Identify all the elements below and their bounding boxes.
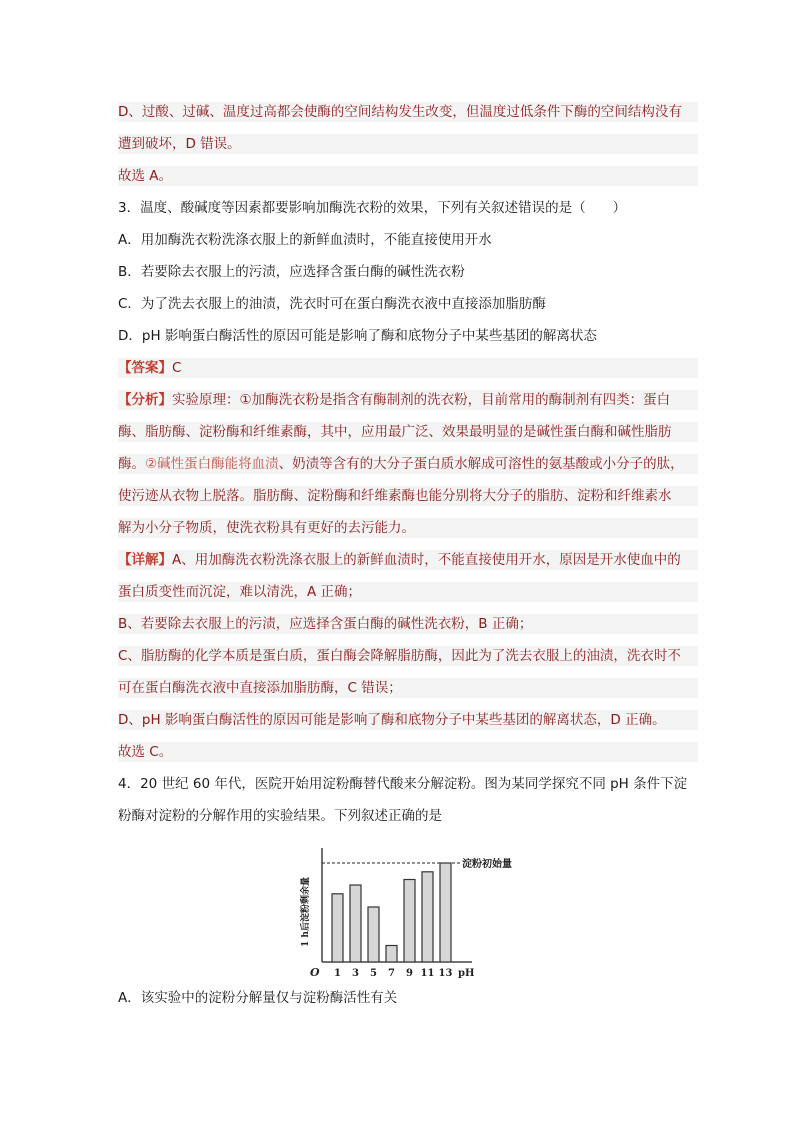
bar-chart-svg <box>290 840 512 980</box>
tick-label-3: 3 <box>352 968 359 979</box>
tick-label-7: 7 <box>388 968 395 979</box>
detail-line <box>118 550 698 570</box>
reference-label: 淀粉初始量 <box>462 859 512 870</box>
analysis-line: 解为小分子物质，使洗衣粉具有更好的去污能力。 <box>118 518 698 538</box>
tick-label-5: 5 <box>370 968 377 979</box>
text-line: D、过酸、过碱、温度过高都会使酶的空间结构发生改变，但温度过低条件下酶的空间结构没有 <box>118 102 698 122</box>
question-3-stem: 3．温度、酸碱度等因素都要影响加酶洗衣粉的效果，下列有关叙述错误的是（ ） <box>118 200 627 216</box>
bar-ph-3 <box>350 885 361 962</box>
bar-ph-9 <box>404 880 415 963</box>
detail-line: 蛋白质变性而沉淀，难以清洗，A 正确； <box>118 582 698 602</box>
analysis-line: 酶、脂肪酶、淀粉酶和纤维素酶，其中，应用最广泛、效果最明显的是碱性蛋白酶和碱性脂肪 <box>118 422 698 442</box>
tick-label-11: 11 <box>420 968 435 979</box>
bar-ph-11 <box>422 872 433 962</box>
option-b: B．若要除去衣服上的污渍，应选择含蛋白酶的碱性洗衣粉 <box>118 264 465 280</box>
analysis-tag: 【分析】 <box>118 392 172 408</box>
bar-ph-5 <box>368 907 379 962</box>
text-line: 遭到破坏，D 错误。 <box>118 134 698 154</box>
detail-line: 可在蛋白酶洗衣液中直接添加脂肪酶，C 错误； <box>118 678 698 698</box>
analysis-line <box>118 390 698 410</box>
tick-labels-group <box>334 968 452 979</box>
bars-group <box>332 863 451 962</box>
text-line: 故选 A。 <box>118 166 698 186</box>
answer-tag: 【答案】 <box>118 360 172 376</box>
analysis-line: 使污迹从衣物上脱落。脂肪酶、淀粉酶和纤维素酶也能分别将大分子的脂肪、淀粉和纤维素水 <box>118 486 698 506</box>
bar-ph-7 <box>386 946 397 963</box>
origin-label: O <box>310 966 320 979</box>
option-c: C．为了洗去衣服上的油渍，洗衣时可在蛋白酶洗衣液中直接添加脂肪酶 <box>118 296 546 312</box>
detail-line: B、若要除去衣服上的污渍，应选择含蛋白酶的碱性洗衣粉，B 正确； <box>118 614 698 634</box>
analysis-highlight: ②碱性蛋白酶能将血渍 <box>145 456 279 472</box>
detail-text: A、用加酶洗衣粉洗涤衣服上的新鲜血渍时，不能直接使用开水，原因是开水使血中的 <box>172 552 681 568</box>
analysis-text: 实验原理：①加酶洗衣粉是指含有酶制剂的洗衣粉，目前常用的酶制剂有四类：蛋白 <box>172 392 671 408</box>
detail-tag: 【详解】 <box>118 552 172 568</box>
tick-label-13: 13 <box>438 968 453 979</box>
analysis-line <box>118 454 698 474</box>
analysis-text: 酶。 <box>118 456 145 472</box>
tick-label-9: 9 <box>406 968 413 979</box>
bar-chart <box>290 840 512 980</box>
tick-label-1: 1 <box>334 968 341 979</box>
x-axis-label: pH <box>458 968 475 979</box>
detail-line: 故选 C。 <box>118 742 698 762</box>
answer-value: C <box>172 360 182 376</box>
option-a: A．用加酶洗衣粉洗涤衣服上的新鲜血渍时，不能直接使用开水 <box>118 232 492 248</box>
question-4-stem: 4．20 世纪 60 年代，医院开始用淀粉酶替代酸来分解淀粉。图为某同学探究不同 pH 条件下淀 <box>118 776 688 792</box>
question-4-option-a: A．该实验中的淀粉分解量仅与淀粉酶活性有关 <box>118 990 398 1006</box>
bar-ph-13 <box>440 863 451 962</box>
y-axis-label: 1 h后淀粉剩余量 <box>301 877 311 947</box>
analysis-text: 、奶渍等含有的大分子蛋白质水解成可溶性的氨基酸或小分子的肽， <box>278 456 684 472</box>
detail-line: C、脂肪酶的化学本质是蛋白质，蛋白酶会降解脂肪酶，因此为了洗去衣服上的油渍，洗衣时不 <box>118 646 698 666</box>
option-d: D．pH 影响蛋白酶活性的原因可能是影响了酶和底物分子中某些基团的解离状态 <box>118 328 597 344</box>
detail-line: D、pH 影响蛋白酶活性的原因可能是影响了酶和底物分子中某些基团的解离状态，D 正确。 <box>118 710 698 730</box>
question-4-stem: 粉酶对淀粉的分解作用的实验结果。下列叙述正确的是 <box>118 808 442 824</box>
answer-line <box>118 358 698 378</box>
bar-ph-1 <box>332 894 343 962</box>
